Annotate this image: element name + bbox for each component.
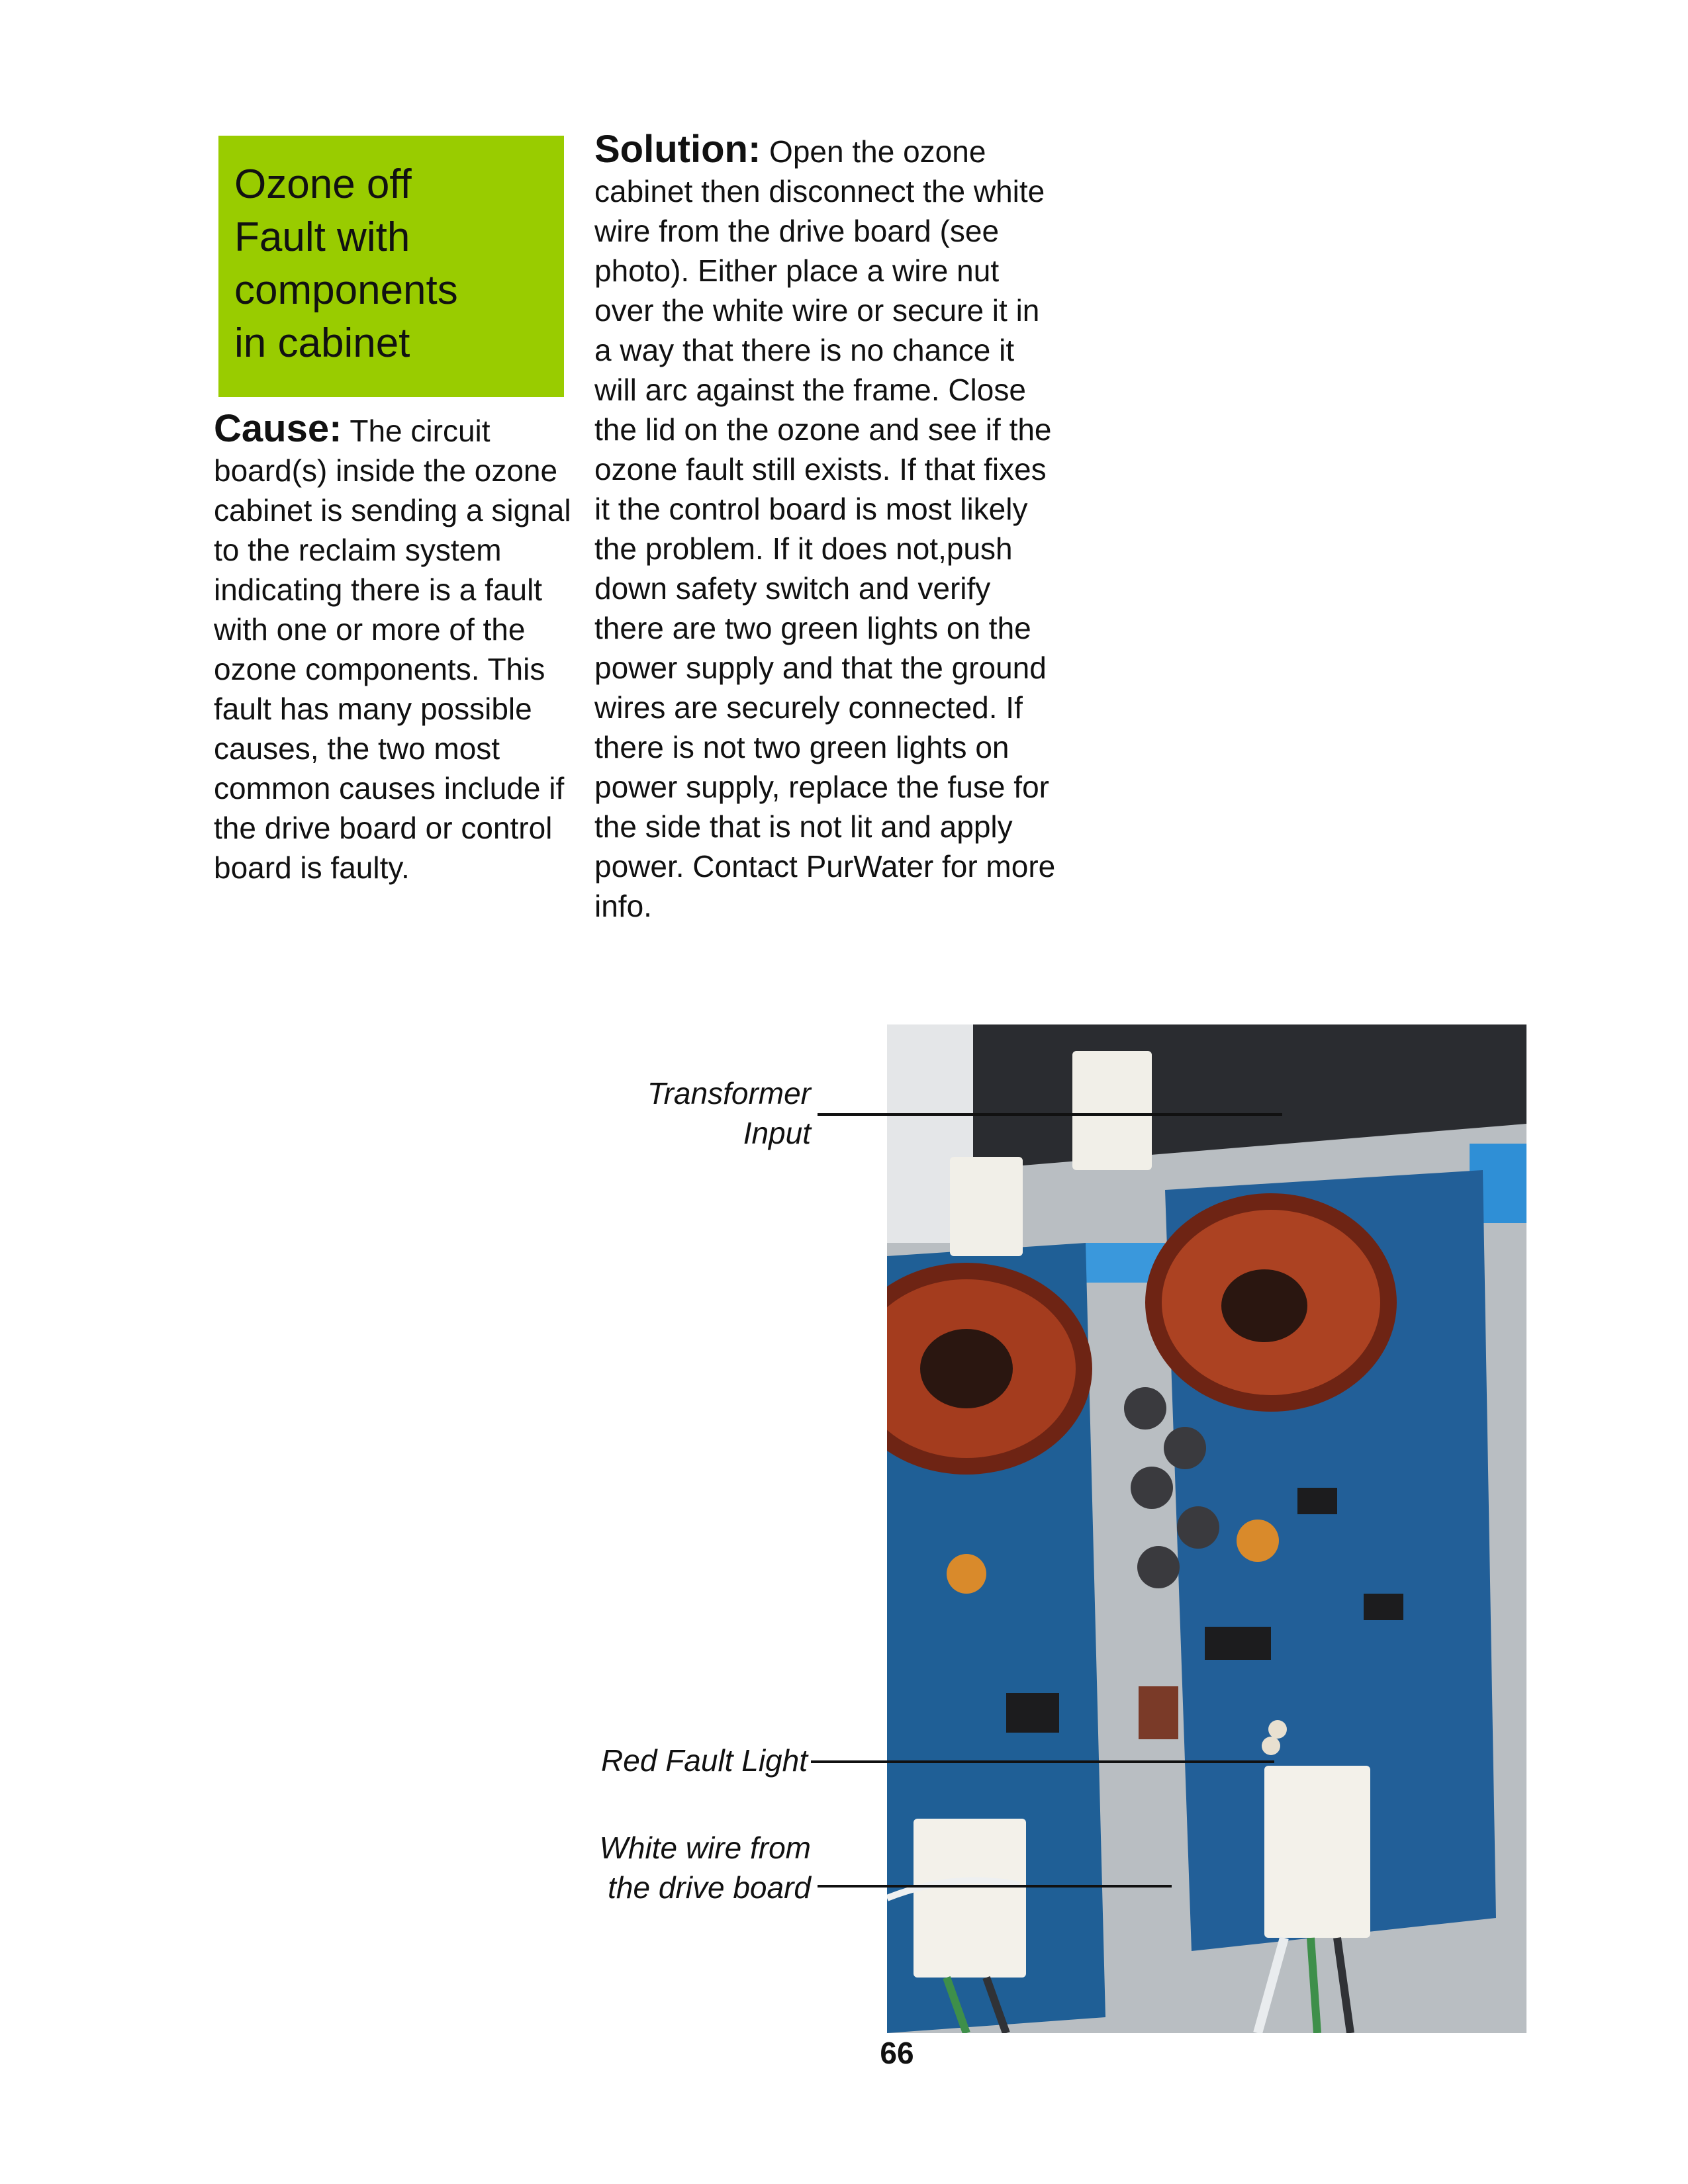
cause-text: The circuit board(s) inside the ozone cabinet is sending a signal to the reclaim system indicating there is a fault with one or more of the ozone components. This fault has many possible causes, the two most common causes include if the drive board or control board is faulty. xyxy=(214,414,571,885)
cause-paragraph xyxy=(214,409,571,887)
white-wire-leader-line xyxy=(818,1885,1172,1888)
transformer-leader-line xyxy=(818,1113,1282,1116)
solution-paragraph xyxy=(594,130,1058,926)
title-box xyxy=(218,136,564,397)
cause-label: Cause: xyxy=(214,407,342,450)
white-wire-label: White wire from the drive board xyxy=(599,1831,811,1905)
page-title: Ozone off Fault with components in cabinet xyxy=(234,161,458,366)
red-fault-leader-line xyxy=(811,1760,1274,1763)
page-number: 66 xyxy=(880,2036,914,2070)
circuit-board-photo xyxy=(887,1024,1526,2033)
solution-label: Solution: xyxy=(594,128,761,171)
solution-text: Open the ozone cabinet then disconnect the white wire from the drive board (see photo). Either place a wire nut over the white wire or secure it in a way that there is no chance it will arc against the frame. Close the lid on the ozone and see if the ozone fault still exists. If that fixes it the control board is most likely the problem. If it does not,push down safety switch and verify there are two green lights on the power supply and that the ground wires are securely connected. If there is not two green lights on power supply, replace the fuse for the side that is not lit and apply power. Contact PurWater for more info. xyxy=(594,134,1056,923)
red-fault-light-label: Red Fault Light xyxy=(601,1743,808,1778)
transformer-input-label: Transformer Input xyxy=(647,1076,811,1150)
